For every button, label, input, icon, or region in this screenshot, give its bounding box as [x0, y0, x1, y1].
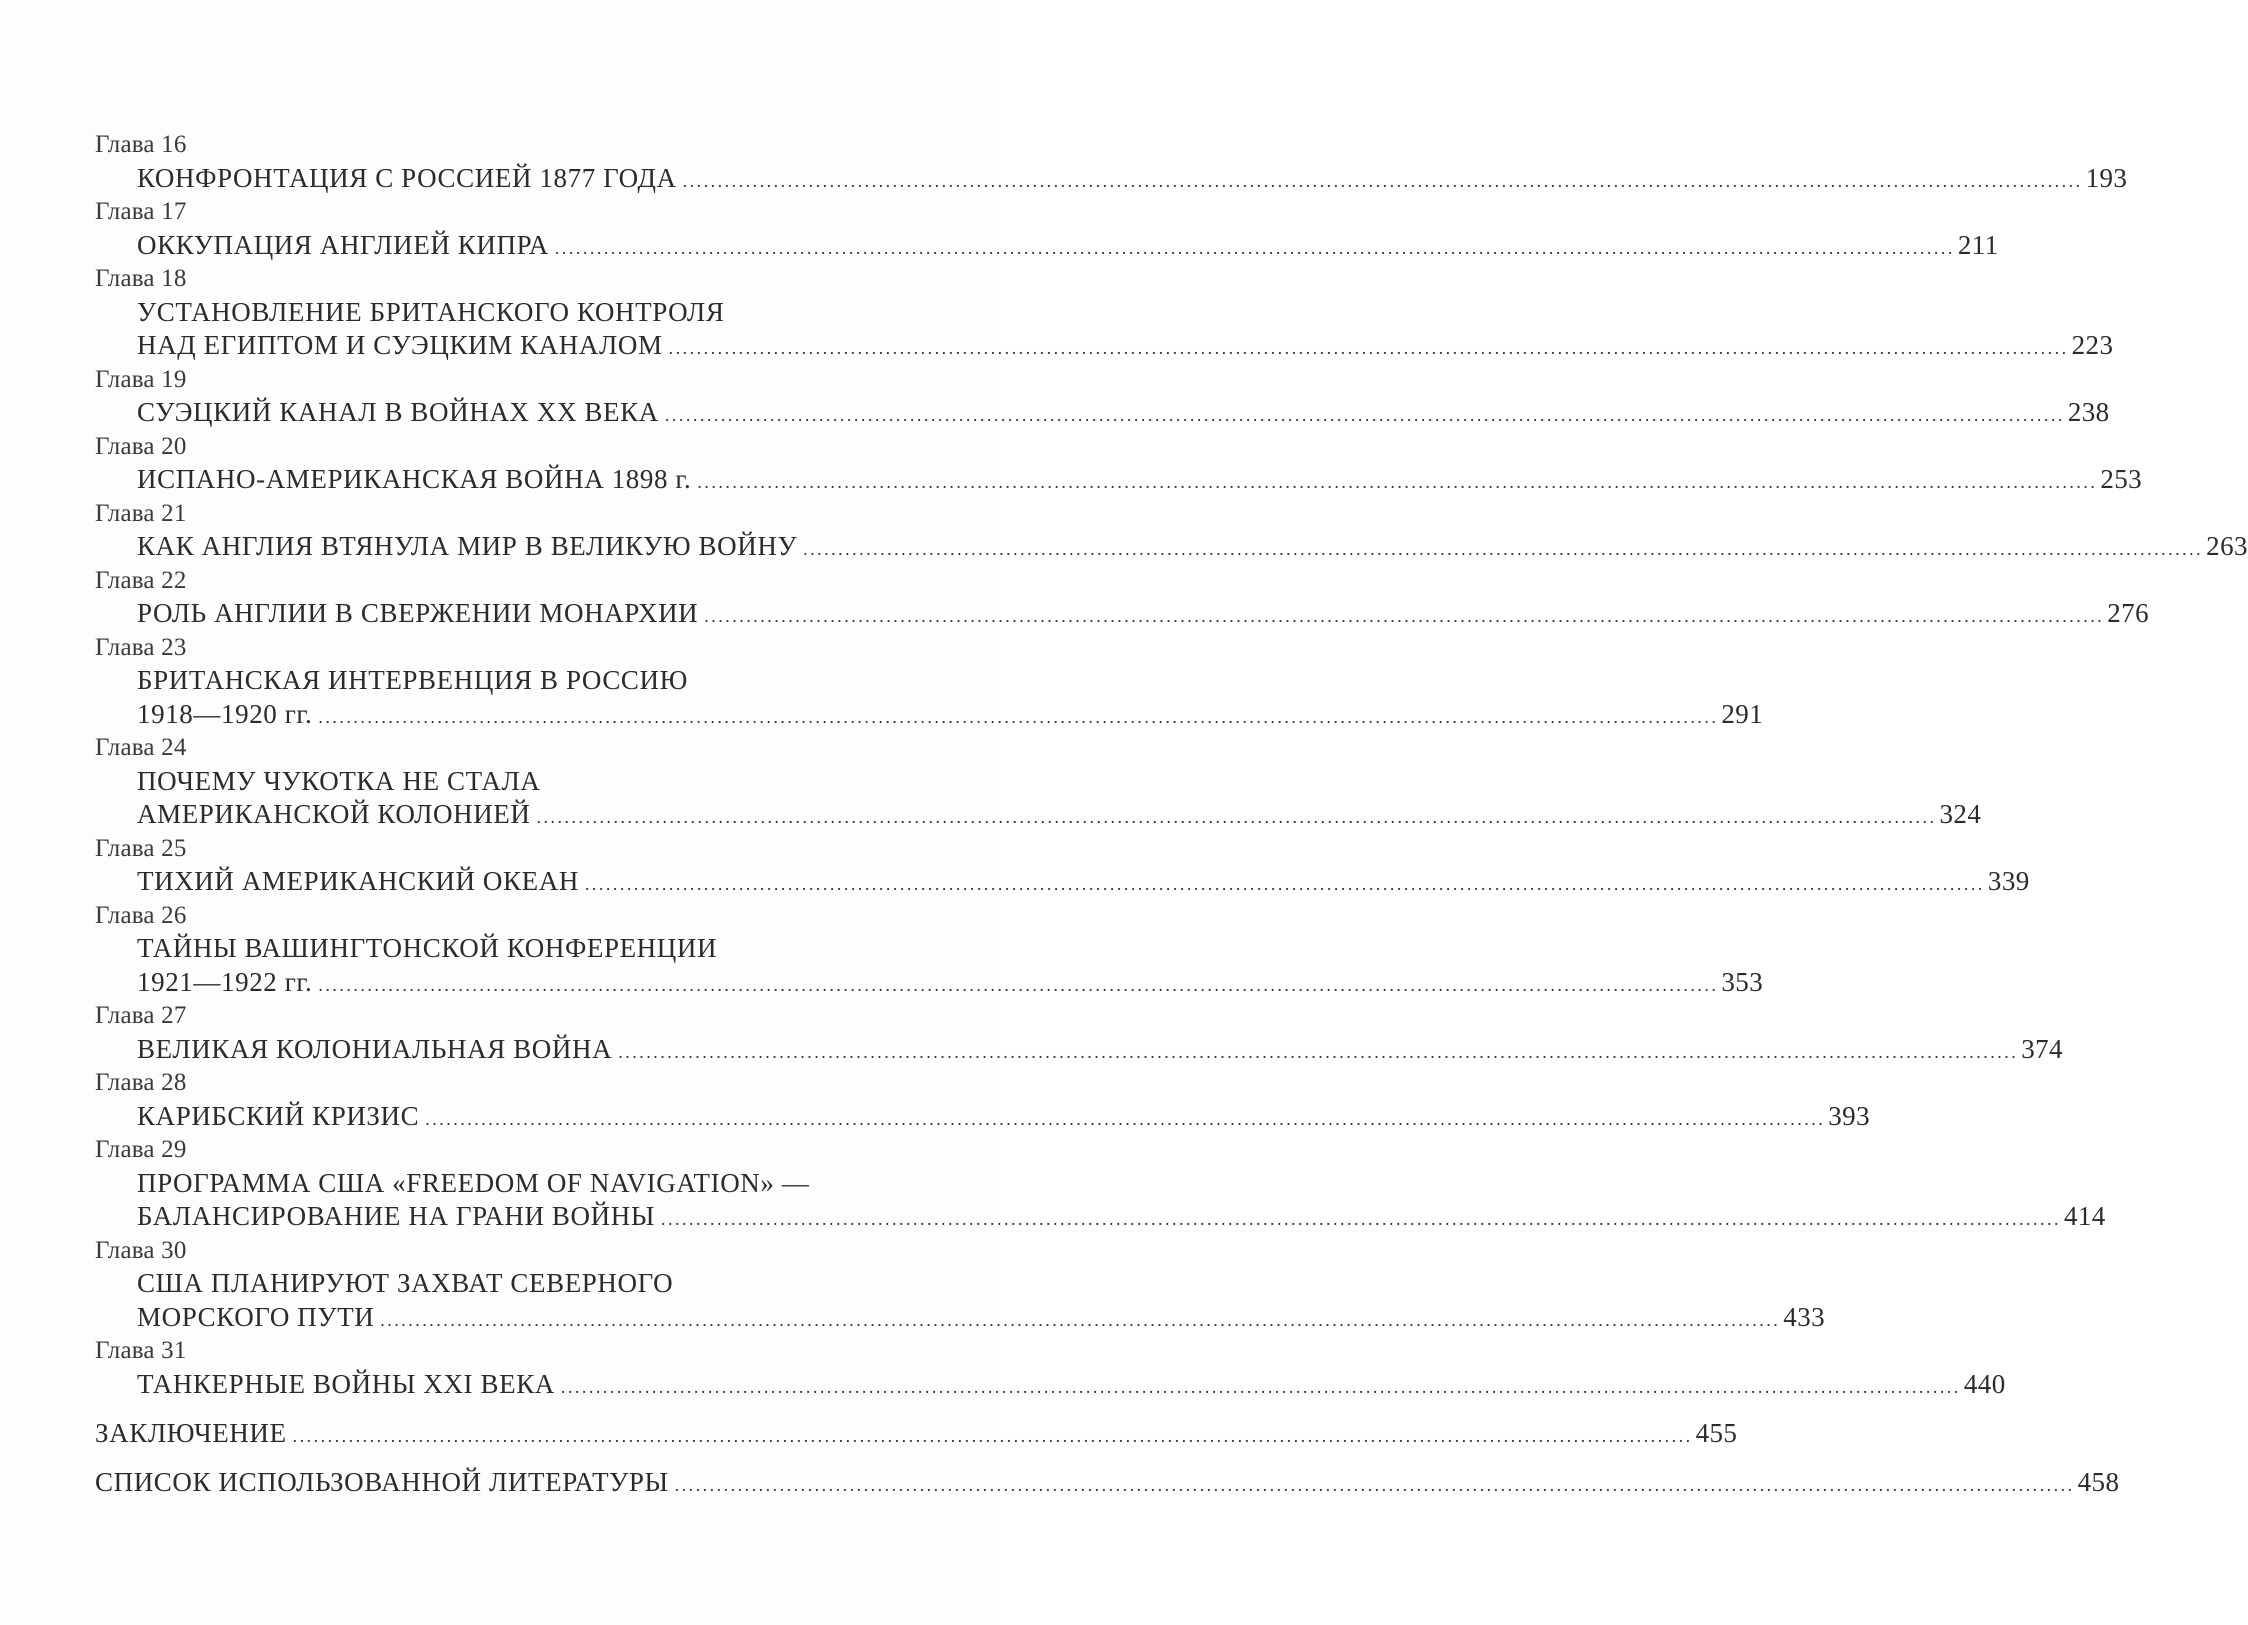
chapter-label: Глава 27	[95, 1002, 187, 1029]
toc-page-number: 211	[1957, 229, 1999, 260]
dot-leader: ........................................................................................................................................................................................................	[318, 974, 1719, 995]
dot-leader: ........................................................................................................................................................................................................	[380, 1309, 1781, 1330]
chapter-label: Глава 20	[95, 432, 187, 460]
dot-leader: ........................................................................................................................................................................................................	[664, 405, 2065, 425]
toc-page-number: 324	[1939, 799, 1982, 829]
toc-chapter	[95, 999, 2063, 1066]
chapter-title-line	[95, 162, 2128, 196]
chapter-title: ОККУПАЦИЯ АНГЛИЕЙ КИПРА	[137, 229, 549, 260]
chapter-title: НАД ЕГИПТОМ И СУЭЦКИМ КАНАЛОМ	[137, 330, 663, 360]
chapter-title-line	[95, 1267, 903, 1301]
dot-leader: ........................................................................................................................................................................................................	[803, 539, 2204, 559]
chapter-label: Глава 29	[95, 1136, 187, 1163]
chapter-label: Глава 23	[95, 633, 187, 661]
chapter-title: КОНФРОНТАЦИЯ С РОССИЕЙ 1877 ГОДА	[137, 162, 677, 193]
chapter-label: Глава 26	[95, 901, 187, 929]
toc-chapter	[95, 262, 2114, 363]
dot-leader: ........................................................................................................................................................................................................	[660, 1209, 2061, 1229]
toc-chapter	[95, 832, 2030, 899]
chapter-title-line	[95, 530, 2248, 564]
chapter-title-line	[95, 229, 1999, 263]
dot-leader: ........................................................................................................................................................................................................	[674, 1474, 2075, 1495]
chapter-title: ПОЧЕМУ ЧУКОТКА НЕ СТАЛА	[137, 765, 541, 796]
toc-chapter	[95, 1234, 1825, 1335]
dot-leader: ........................................................................................................................................................................................................	[682, 170, 2083, 191]
chapter-label: Глава 17	[95, 198, 187, 225]
toc-chapter	[95, 631, 1764, 732]
toc-chapter	[95, 1334, 2006, 1401]
chapter-title: ВЕЛИКАЯ КОЛОНИАЛЬНАЯ ВОЙНА	[137, 1033, 613, 1064]
toc-chapter	[95, 195, 1999, 262]
toc-entry-conclusion	[95, 1417, 1738, 1451]
chapter-label: Глава 28	[95, 1069, 187, 1096]
chapter-label: Глава 18	[95, 265, 187, 292]
chapter-title-line	[95, 329, 2114, 363]
dot-leader: ........................................................................................................................................................................................................	[618, 1041, 2019, 1062]
toc-entry-title: СПИСОК ИСПОЛЬЗОВАННОЙ ЛИТЕРАТУРЫ	[95, 1466, 669, 1497]
chapter-title: ТИХИЙ АМЕРИКАНСКИЙ ОКЕАН	[137, 866, 579, 896]
toc-page-number: 253	[2100, 464, 2143, 494]
chapter-title-line	[95, 396, 2110, 430]
toc-chapter	[95, 1133, 2106, 1234]
chapter-label: Глава 16	[95, 131, 187, 158]
chapter-title: УСТАНОВЛЕНИЕ БРИТАНСКОГО КОНТРОЛЯ	[137, 296, 725, 327]
toc-entry-bibliography	[95, 1466, 2120, 1500]
toc-chapter	[95, 497, 2248, 564]
chapter-title-line	[95, 1167, 903, 1201]
toc-page-number: 458	[2077, 1466, 2120, 1497]
chapter-title-line	[95, 597, 2149, 631]
chapter-title: БАЛАНСИРОВАНИЕ НА ГРАНИ ВОЙНЫ	[137, 1201, 655, 1231]
chapter-title-line	[95, 1301, 1825, 1335]
chapter-label: Глава 31	[95, 1337, 187, 1364]
toc-page-number: 374	[2021, 1033, 2063, 1064]
dot-leader: ........................................................................................................................................................................................................	[560, 1376, 1961, 1397]
chapter-title-line	[95, 865, 2030, 899]
toc-page-number: 223	[2071, 330, 2114, 360]
toc-page-number: 353	[1721, 966, 1764, 997]
chapter-title-line	[95, 1200, 2106, 1234]
chapter-title: МОРСКОГО ПУТИ	[137, 1301, 375, 1332]
toc-chapter	[95, 128, 2128, 195]
chapter-title-line	[95, 966, 1764, 1000]
chapter-title: КАРИБСКИЙ КРИЗИС	[137, 1100, 420, 1131]
chapter-title-line	[95, 463, 2143, 497]
toc-chapter	[95, 363, 2110, 430]
toc-page-number: 414	[2063, 1201, 2106, 1231]
chapter-title-line	[95, 1368, 2006, 1402]
toc-page-number: 455	[1695, 1418, 1738, 1448]
chapter-title-line	[95, 1033, 2063, 1067]
chapter-title-line	[95, 798, 1982, 832]
dot-leader: ........................................................................................................................................................................................................	[536, 807, 1937, 827]
chapter-label: Глава 25	[95, 834, 187, 862]
chapter-label: Глава 19	[95, 365, 187, 393]
dot-leader: ........................................................................................................................................................................................................	[425, 1108, 1826, 1129]
toc-page-number: 193	[2085, 162, 2128, 193]
chapter-label: Глава 24	[95, 734, 187, 761]
dot-leader: ........................................................................................................................................................................................................	[554, 237, 1955, 258]
chapter-title: БРИТАНСКАЯ ИНТЕРВЕНЦИЯ В РОССИЮ	[137, 665, 688, 695]
toc-entry-title: ЗАКЛЮЧЕНИЕ	[95, 1418, 287, 1448]
chapter-title: ПРОГРАММА США «FREEDOM OF NAVIGATION» —	[137, 1167, 810, 1198]
toc-page-number: 433	[1783, 1301, 1825, 1332]
chapter-title: АМЕРИКАНСКОЙ КОЛОНИЕЙ	[137, 799, 531, 829]
dot-leader: ........................................................................................................................................................................................................	[318, 706, 1719, 727]
table-of-contents	[95, 128, 2248, 1499]
toc-page-number: 263	[2206, 531, 2248, 561]
chapter-title-line	[95, 664, 903, 698]
toc-chapter	[95, 430, 2143, 497]
chapter-title: ИСПАНО-АМЕРИКАНСКАЯ ВОЙНА 1898 г.	[137, 464, 692, 494]
toc-chapter	[95, 731, 1982, 832]
chapter-title-line	[95, 932, 903, 966]
toc-page-number: 440	[1963, 1368, 2006, 1399]
chapter-label: Глава 21	[95, 499, 187, 527]
chapter-title-line	[95, 296, 903, 330]
toc-page-number: 291	[1721, 698, 1764, 729]
chapter-title-line	[95, 1100, 1870, 1134]
dot-leader: ........................................................................................................................................................................................................	[584, 874, 1985, 894]
dot-leader: ........................................................................................................................................................................................................	[704, 606, 2105, 626]
chapter-title: РОЛЬ АНГЛИИ В СВЕРЖЕНИИ МОНАРХИИ	[137, 598, 699, 628]
chapter-title: СУЭЦКИЙ КАНАЛ В ВОЙНАХ XX ВЕКА	[137, 397, 659, 427]
dot-leader: ........................................................................................................................................................................................................	[697, 472, 2098, 492]
chapter-label: Глава 22	[95, 566, 187, 594]
chapter-title: 1921—1922 гг.	[137, 966, 313, 997]
toc-chapter	[95, 899, 1764, 1000]
toc-page-number: 276	[2107, 598, 2149, 628]
chapter-title: ТАНКЕРНЫЕ ВОЙНЫ XXI ВЕКА	[137, 1368, 555, 1399]
dot-leader: ........................................................................................................................................................................................................	[668, 338, 2069, 358]
toc-chapter	[95, 564, 2149, 631]
chapter-title-line	[95, 765, 903, 799]
chapter-title: США ПЛАНИРУЮТ ЗАХВАТ СЕВЕРНОГО	[137, 1268, 674, 1298]
chapter-label: Глава 30	[95, 1236, 187, 1264]
toc-chapter	[95, 1066, 1870, 1133]
chapter-title: КАК АНГЛИЯ ВТЯНУЛА МИР В ВЕЛИКУЮ ВОЙНУ	[137, 531, 798, 561]
chapter-title-line	[95, 698, 1764, 732]
chapter-title: 1918—1920 гг.	[137, 698, 313, 729]
chapter-title: ТАЙНЫ ВАШИНГТОНСКОЙ КОНФЕРЕНЦИИ	[137, 933, 718, 963]
toc-page-number: 393	[1828, 1100, 1870, 1131]
toc-page-number: 238	[2067, 397, 2110, 427]
toc-page-number: 339	[1987, 866, 2030, 896]
dot-leader: ........................................................................................................................................................................................................	[292, 1426, 1693, 1446]
